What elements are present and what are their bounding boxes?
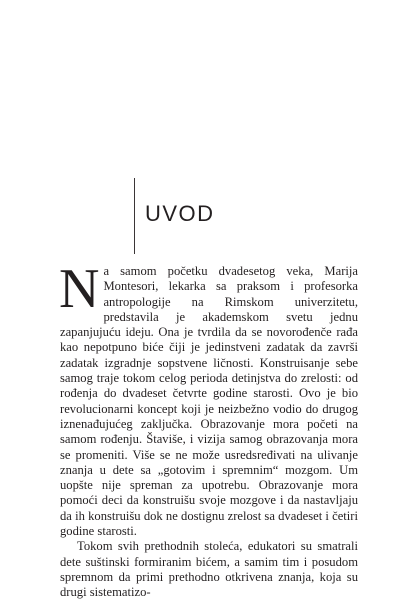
drop-cap: N — [59, 258, 100, 320]
chapter-body — [59, 258, 358, 601]
chapter-divider-rule — [134, 178, 135, 254]
paragraph-1-text: a samom početku dvadesetog veka, Marija Montesori, lekarka sa praksom i profesorka antropologije na Rimskom univerzitetu, predstavila je akademskom svetu jednu zapanjujuću ideju. Ona je tvrdila da se novorođenče rađa kao nepotpuno biće čiji je jedinstveni zadatak da završi zadatak izgradnje sopstvene ličnosti. Konstruisanje sebe samog traje tokom celog perioda detinjstva do zrelosti: od rođenja do dvadeset četvrte godine starosti. Ovo je bio revolucionarni koncept koji je neizbežno vodio do drugog iznenađujućeg zaključka. Obrazovanje mora početi na samom rođenju. Štaviše, i vizija samog obrazovanja mora se promeniti. Više se ne može usredsređivati na ulivanje znanja u dete sa „gotovim i spremnim“ mozgom. Um uopšte nije spreman za upotrebu. Obrazovanje mora pomoći deci da konstruišu svoje mozgove i da nastavljaju da ih konstruišu dok ne dostignu zrelost sa dvadeset i četiri godine starosti. — [60, 264, 358, 539]
paragraph-1 — [59, 258, 358, 539]
paragraph-2: Tokom svih prethodnih stoleća, edukatori su smatrali dete suštinski formiranim bićem, a samim tim i posudom spremnom da primi prethodno otkrivena znanja, koja su drugi sistematizo- — [60, 539, 358, 600]
chapter-title: UVOD — [145, 201, 215, 226]
